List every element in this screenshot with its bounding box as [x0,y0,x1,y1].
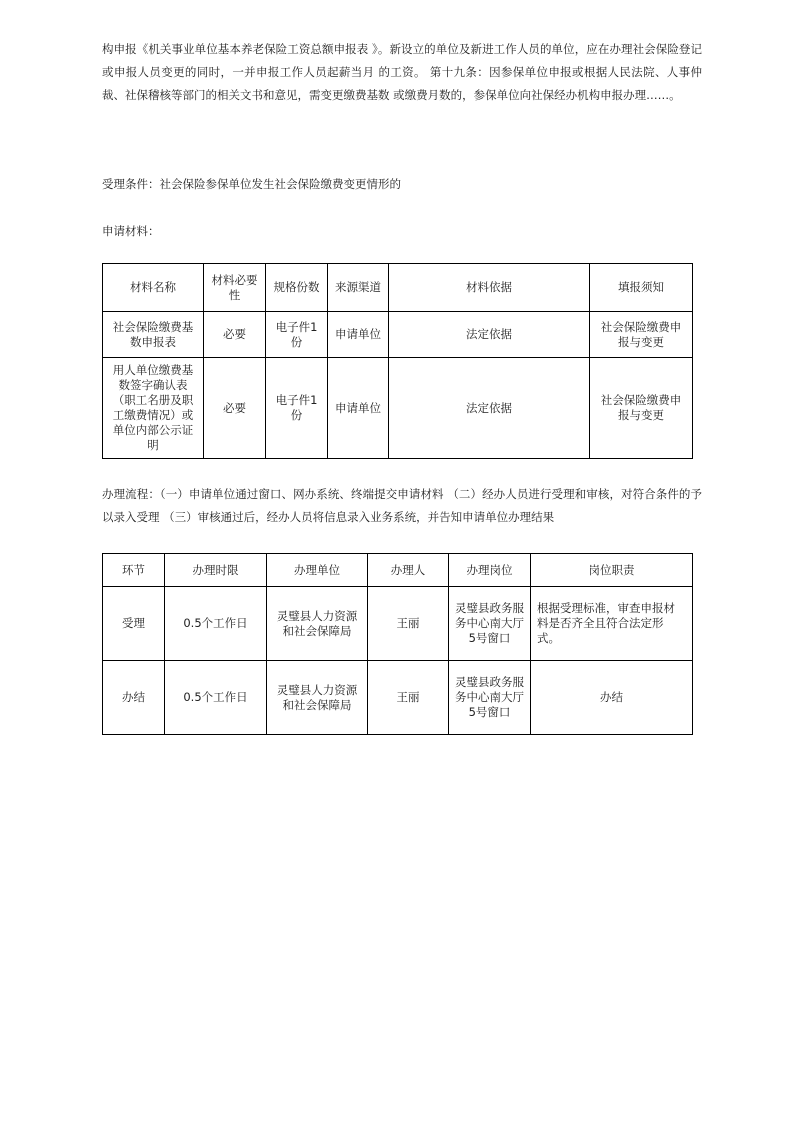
header-instructions: 填报须知 [590,264,693,312]
header-handler: 办理人 [368,554,449,587]
cell-post: 灵璧县政务服务中心南大厅5号窗口 [449,587,531,661]
intro-paragraph: 构申报《机关事业单位基本养老保险工资总额申报表 》。新设立的单位及新进工作人员的单位，应在办理社会保险登记或申报人员变更的同时，一并申报工作人员起薪当月 的工资。 第十九条：因参保单位申报或根据人民法院、人事仲裁、社保稽核等部门的相关文书和意见，需变更缴费基数 或缴费月数的，参保单位向社保经办机构申报办理……。 [102,42,702,102]
acceptance-condition: 受理条件：社会保险参保单位发生社会保险缴费变更情形的 [102,177,401,191]
header-spec-copies: 规格份数 [266,264,328,312]
header-necessity: 材料必要性 [204,264,266,312]
process-header-row [103,554,693,587]
cell-handler: 王丽 [368,661,449,735]
cell-instructions: 社会保险缴费申报与变更 [590,358,693,459]
header-post: 办理岗位 [449,554,531,587]
cell-handling-unit: 灵璧县人力资源和社会保障局 [267,587,368,661]
cell-basis: 法定依据 [389,312,590,358]
cell-instructions: 社会保险缴费申报与变更 [590,312,693,358]
cell-basis: 法定依据 [389,358,590,459]
header-time-limit: 办理时限 [165,554,267,587]
table-row [103,587,693,661]
cell-necessity: 必要 [204,358,266,459]
cell-material-name: 社会保险缴费基数申报表 [103,312,204,358]
cell-duties: 根据受理标准，审查申报材料是否齐全且符合法定形式。 [531,587,693,661]
header-material-name: 材料名称 [103,264,204,312]
cell-duties: 办结 [531,661,693,735]
cell-spec-copies: 电子件1份 [266,312,328,358]
cell-spec-copies: 电子件1份 [266,358,328,459]
cell-post: 灵璧县政务服务中心南大厅5号窗口 [449,661,531,735]
cell-step: 受理 [103,587,165,661]
materials-header-row [103,264,693,312]
materials-table [102,263,693,459]
cell-source: 申请单位 [328,312,389,358]
process-table [102,553,693,735]
table-row [103,661,693,735]
cell-source: 申请单位 [328,358,389,459]
cell-necessity: 必要 [204,312,266,358]
process-flow-paragraph: 办理流程：（一）申请单位通过窗口、网办系统、终端提交申请材料 （二）经办人员进行受理和审核，对符合条件的予以录入受理 （三）审核通过后，经办人员将信息录入业务系统，并告知申请单位办理结果 [102,487,702,524]
header-basis: 材料依据 [389,264,590,312]
cell-time-limit: 0.5个工作日 [165,661,267,735]
cell-handler: 王丽 [368,587,449,661]
materials-label: 申请材料： [102,224,160,238]
header-step: 环节 [103,554,165,587]
table-row [103,358,693,459]
cell-time-limit: 0.5个工作日 [165,587,267,661]
cell-step: 办结 [103,661,165,735]
header-handling-unit: 办理单位 [267,554,368,587]
cell-handling-unit: 灵璧县人力资源和社会保障局 [267,661,368,735]
cell-material-name: 用人单位缴费基数签字确认表（职工名册及职工缴费情况）或单位内部公示证明 [103,358,204,459]
header-source: 来源渠道 [328,264,389,312]
table-row [103,312,693,358]
header-duties: 岗位职责 [531,554,693,587]
